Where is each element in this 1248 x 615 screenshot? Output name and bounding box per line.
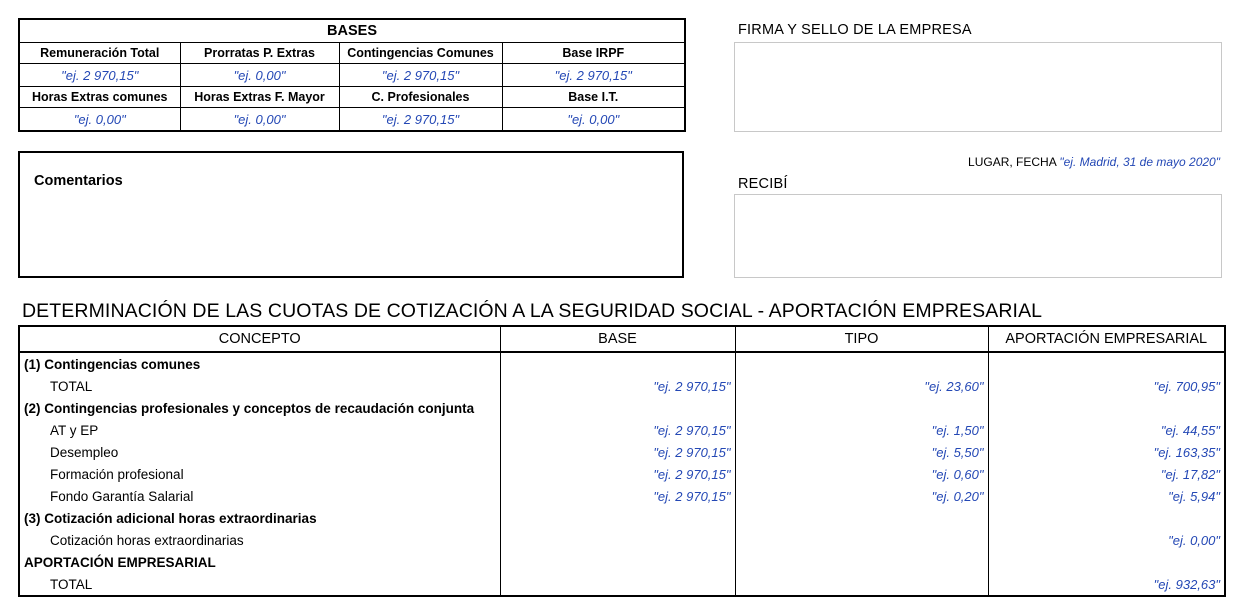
base-cell[interactable]: "ej. 2 970,15" bbox=[500, 375, 735, 397]
base-cell bbox=[500, 573, 735, 596]
table-row bbox=[19, 352, 1225, 375]
table-row bbox=[19, 419, 1225, 441]
value-c-profesionales[interactable]: "ej. 2 970,15" bbox=[339, 108, 502, 131]
section-heading: (2) Contingencias profesionales y conceptos de recaudación conjunta bbox=[19, 397, 500, 419]
tipo-cell bbox=[735, 551, 988, 573]
tipo-cell bbox=[735, 352, 988, 375]
column-tipo: TIPO bbox=[735, 326, 988, 352]
aportacion-cell bbox=[988, 507, 1225, 529]
header-contingencias-comunes: Contingencias Comunes bbox=[339, 43, 502, 64]
header-base-it: Base I.T. bbox=[502, 87, 685, 108]
table-row bbox=[19, 375, 1225, 397]
value-horas-extras-comunes[interactable]: "ej. 0,00" bbox=[19, 108, 180, 131]
base-cell bbox=[500, 507, 735, 529]
value-contingencias-comunes[interactable]: "ej. 2 970,15" bbox=[339, 64, 502, 87]
table-row bbox=[19, 441, 1225, 463]
concepto-cell: Desempleo bbox=[19, 441, 500, 463]
base-cell[interactable]: "ej. 2 970,15" bbox=[500, 485, 735, 507]
base-cell[interactable]: "ej. 2 970,15" bbox=[500, 463, 735, 485]
header-horas-extras-comunes: Horas Extras comunes bbox=[19, 87, 180, 108]
concepto-cell: Fondo Garantía Salarial bbox=[19, 485, 500, 507]
cuotas-table bbox=[18, 325, 1226, 597]
lugar-fecha-value[interactable]: "ej. Madrid, 31 de mayo 2020" bbox=[1059, 155, 1220, 169]
tipo-cell bbox=[735, 397, 988, 419]
aportacion-cell[interactable]: "ej. 0,00" bbox=[988, 529, 1225, 551]
tipo-cell[interactable]: "ej. 23,60" bbox=[735, 375, 988, 397]
base-cell bbox=[500, 397, 735, 419]
column-base: BASE bbox=[500, 326, 735, 352]
aportacion-cell[interactable]: "ej. 163,35" bbox=[988, 441, 1225, 463]
header-base-irpf: Base IRPF bbox=[502, 43, 685, 64]
column-concepto: CONCEPTO bbox=[19, 326, 500, 352]
aportacion-cell bbox=[988, 397, 1225, 419]
table-row bbox=[19, 463, 1225, 485]
comentarios-label: Comentarios bbox=[34, 173, 123, 189]
header-c-profesionales: C. Profesionales bbox=[339, 87, 502, 108]
aportacion-cell bbox=[988, 551, 1225, 573]
concepto-cell: TOTAL bbox=[19, 573, 500, 596]
tipo-cell bbox=[735, 529, 988, 551]
header-remuneracion-total: Remuneración Total bbox=[19, 43, 180, 64]
header-prorratas-p-extras: Prorratas P. Extras bbox=[180, 43, 339, 64]
bases-table bbox=[18, 18, 686, 132]
aportacion-cell[interactable]: "ej. 44,55" bbox=[988, 419, 1225, 441]
base-cell[interactable]: "ej. 2 970,15" bbox=[500, 441, 735, 463]
comentarios-box[interactable] bbox=[18, 151, 684, 278]
recibi-box[interactable] bbox=[734, 194, 1222, 278]
aportacion-cell[interactable]: "ej. 932,63" bbox=[988, 573, 1225, 596]
recibi-label: RECIBÍ bbox=[738, 176, 788, 192]
table-row bbox=[19, 397, 1225, 419]
value-base-it[interactable]: "ej. 0,00" bbox=[502, 108, 685, 131]
aportacion-cell[interactable]: "ej. 17,82" bbox=[988, 463, 1225, 485]
header-horas-extras-f-mayor: Horas Extras F. Mayor bbox=[180, 87, 339, 108]
tipo-cell[interactable]: "ej. 0,20" bbox=[735, 485, 988, 507]
tipo-cell[interactable]: "ej. 1,50" bbox=[735, 419, 988, 441]
concepto-cell: Formación profesional bbox=[19, 463, 500, 485]
firma-label: FIRMA Y SELLO DE LA EMPRESA bbox=[738, 22, 972, 38]
concepto-cell: TOTAL bbox=[19, 375, 500, 397]
aportacion-cell bbox=[988, 352, 1225, 375]
aportacion-cell[interactable]: "ej. 5,94" bbox=[988, 485, 1225, 507]
base-cell bbox=[500, 551, 735, 573]
value-remuneracion-total[interactable]: "ej. 2 970,15" bbox=[19, 64, 180, 87]
base-cell[interactable]: "ej. 2 970,15" bbox=[500, 419, 735, 441]
tipo-cell[interactable]: "ej. 0,60" bbox=[735, 463, 988, 485]
column-aportacion-empresarial: APORTACIÓN EMPRESARIAL bbox=[988, 326, 1225, 352]
concepto-cell: AT y EP bbox=[19, 419, 500, 441]
cuotas-body bbox=[19, 352, 1225, 596]
section-heading: (1) Contingencias comunes bbox=[19, 352, 500, 375]
table-row bbox=[19, 573, 1225, 596]
base-cell bbox=[500, 529, 735, 551]
concepto-cell: Cotización horas extraordinarias bbox=[19, 529, 500, 551]
lugar-fecha bbox=[968, 155, 1220, 169]
value-prorratas-p-extras[interactable]: "ej. 0,00" bbox=[180, 64, 339, 87]
tipo-cell bbox=[735, 507, 988, 529]
bases-title: BASES bbox=[19, 19, 685, 43]
table-row bbox=[19, 551, 1225, 573]
lugar-fecha-label: LUGAR, FECHA bbox=[968, 155, 1060, 169]
section-heading: APORTACIÓN EMPRESARIAL bbox=[19, 551, 500, 573]
value-horas-extras-f-mayor[interactable]: "ej. 0,00" bbox=[180, 108, 339, 131]
table-row bbox=[19, 485, 1225, 507]
value-base-irpf[interactable]: "ej. 2 970,15" bbox=[502, 64, 685, 87]
base-cell bbox=[500, 352, 735, 375]
tipo-cell[interactable]: "ej. 5,50" bbox=[735, 441, 988, 463]
tipo-cell bbox=[735, 573, 988, 596]
cuotas-heading: DETERMINACIÓN DE LAS CUOTAS DE COTIZACIÓN A LA SEGURIDAD SOCIAL - APORTACIÓN EMPRESARIAL bbox=[22, 300, 1043, 322]
firma-box[interactable] bbox=[734, 42, 1222, 132]
aportacion-cell[interactable]: "ej. 700,95" bbox=[988, 375, 1225, 397]
section-heading: (3) Cotización adicional horas extraordinarias bbox=[19, 507, 500, 529]
table-row bbox=[19, 507, 1225, 529]
table-row bbox=[19, 529, 1225, 551]
